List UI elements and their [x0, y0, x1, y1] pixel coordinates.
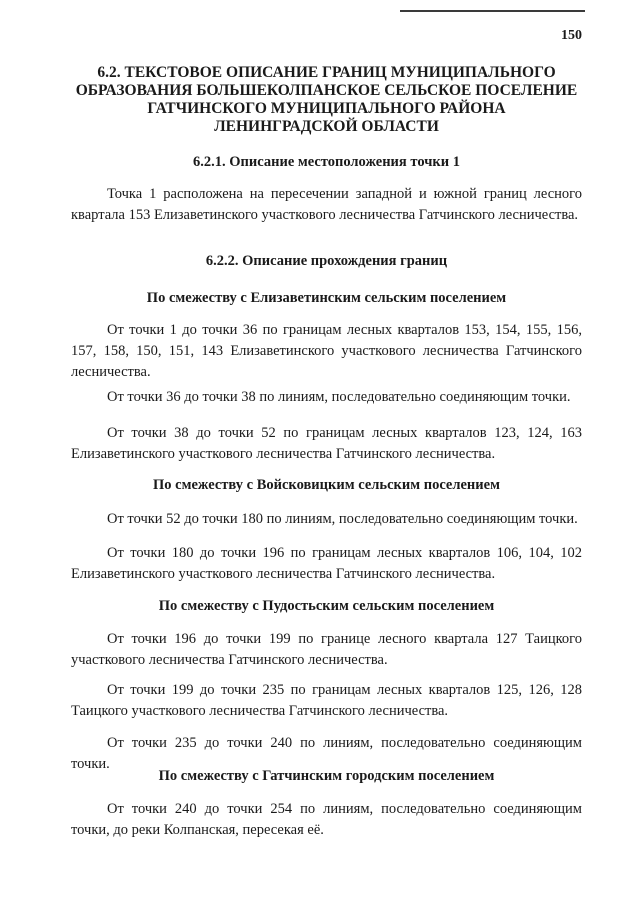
section-title-line: ЛЕНИНГРАДСКОЙ ОБЛАСТИ [214, 118, 439, 135]
paragraph-boundary-segment: От точки 180 до точки 196 по границам лесных кварталов 106, 104, 102 Елизаветинского участкового лесничества Гатчинского лесничества. [71, 545, 582, 582]
subheading-voyskovitskoe: По смежеству с Войсковицким сельским поселением [153, 477, 500, 493]
subheading-gatchinskoe: По смежеству с Гатчинским городским поселением [158, 768, 495, 784]
subheading-elizavetinskoe: По смежеству с Елизаветинским сельским поселением [146, 290, 507, 306]
paragraph-boundary-segment: От точки 199 до точки 235 по границам лесных кварталов 125, 126, 128 Таицкого участкового лесничества Гатчинского лесничества. [71, 682, 582, 719]
section-title-line: 6.2. ТЕКСТОВОЕ ОПИСАНИЕ ГРАНИЦ МУНИЦИПАЛЬНОГО [97, 64, 556, 81]
paragraph-boundary-segment: От точки 38 до точки 52 по границам лесных кварталов 123, 124, 163 Елизаветинского участкового лесничества Гатчинского лесничества. [71, 425, 582, 462]
paragraph-boundary-segment: От точки 1 до точки 36 по границам лесных кварталов 153, 154, 155, 156, 157, 158, 150, 151, 143 Елизаветинского участкового лесничества Гатчинского лесничества. [71, 322, 582, 380]
section-title-line: ОБРАЗОВАНИЯ БОЛЬШЕКОЛПАНСКОЕ СЕЛЬСКОЕ ПОСЕЛЕНИЕ [75, 82, 578, 99]
section-title [71, 64, 582, 136]
scan-artifact-line [400, 10, 585, 12]
subheading-point-location: 6.2.1. Описание местоположения точки 1 [193, 154, 460, 170]
paragraph-boundary-segment: От точки 36 до точки 38 по линиям, последовательно соединяющим точки. [107, 389, 571, 405]
paragraph-point-1: Точка 1 расположена на пересечении западной и южной границ лесного квартала 153 Елизаветинского участкового лесничества Гатчинского лесничества. [71, 186, 582, 223]
subheading-pudostskoe: По смежеству с Пудостьским сельским поселением [158, 598, 495, 614]
paragraph-boundary-segment: От точки 240 до точки 254 по линиям, последовательно соединяющим точки, до реки Колпанская, пересекая её. [71, 801, 582, 838]
paragraph-boundary-segment: От точки 196 до точки 199 по границе лесного квартала 127 Таицкого участкового лесничества Гатчинского лесничества. [71, 631, 582, 668]
section-title-line: ГАТЧИНСКОГО МУНИЦИПАЛЬНОГО РАЙОНА [147, 100, 506, 117]
paragraph-boundary-segment: От точки 52 до точки 180 по линиям, последовательно соединяющим точки. [107, 511, 578, 527]
page-number: 150 [561, 28, 582, 43]
paragraph-boundary-segment: От точки 235 до точки 240 по линиям, последовательно соединяющим точки. [71, 735, 582, 772]
subheading-boundary-description: 6.2.2. Описание прохождения границ [205, 253, 448, 269]
